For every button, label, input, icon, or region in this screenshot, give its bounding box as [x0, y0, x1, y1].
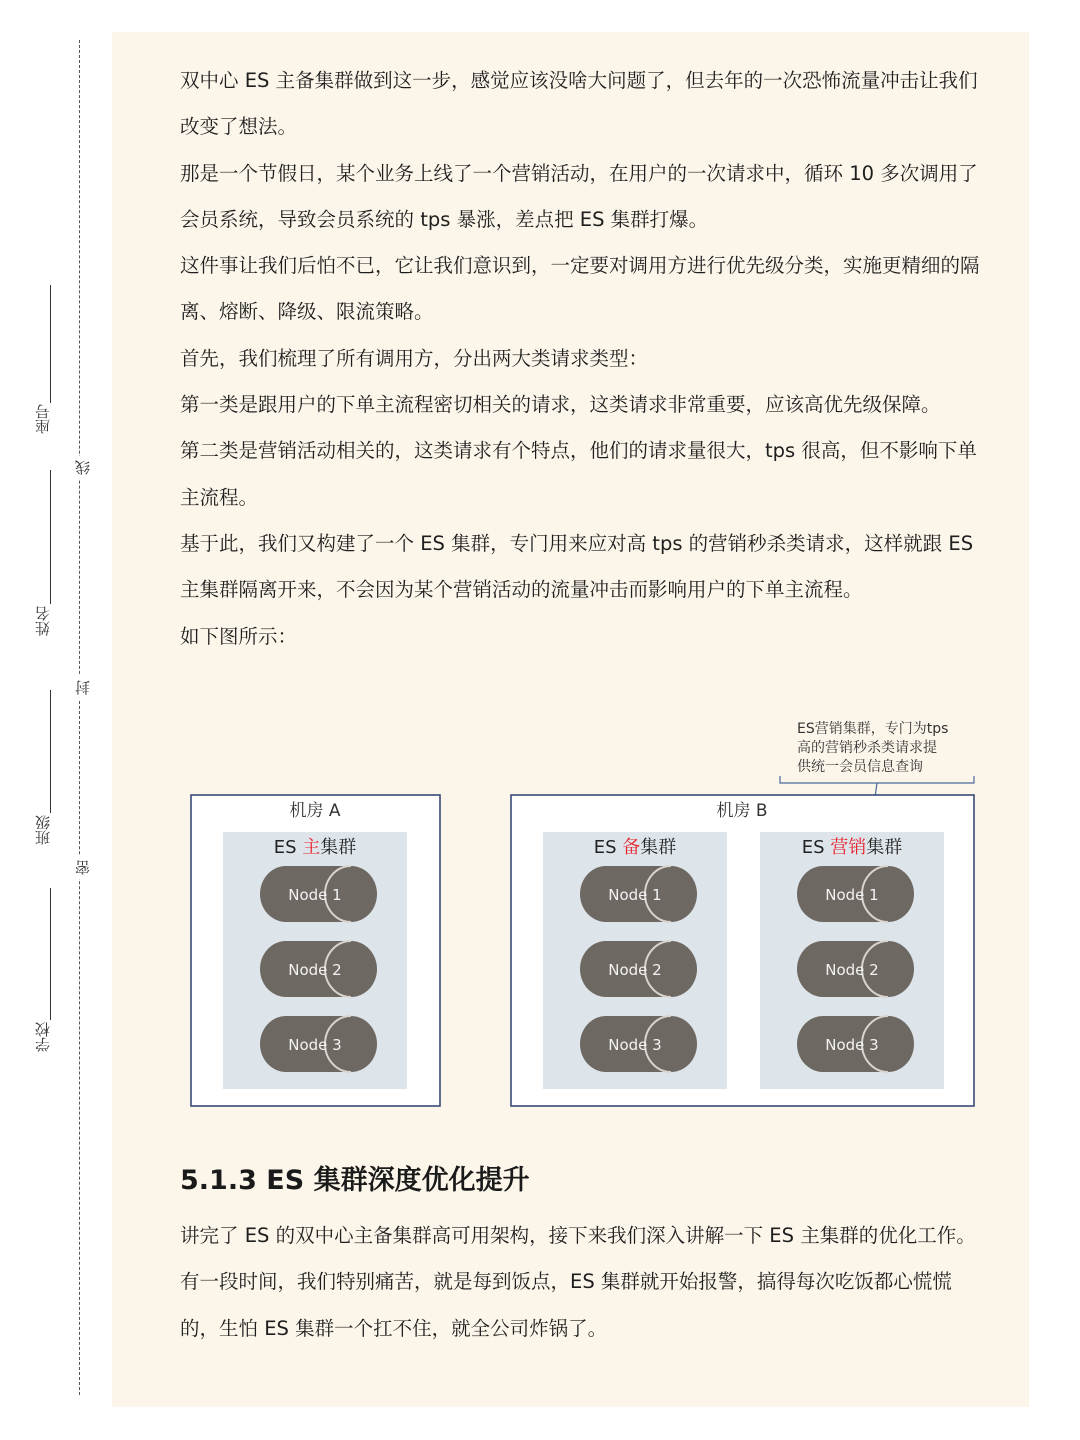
primary-node-1: [260, 866, 377, 922]
note-bracket: [780, 776, 974, 783]
section-paragraph-1: 讲完了 ES 的双中心主备集群高可用架构，接下来我们深入讲解一下 ES 主集群的优化工作。: [180, 1224, 976, 1247]
es-marketing-cluster-title: ES 营销集群: [801, 837, 903, 858]
node-label: Node 2: [288, 961, 342, 979]
es-standby-cluster-title: ES 备集群: [593, 837, 677, 858]
seal-char-seal: 封: [72, 676, 93, 699]
node-label: Node 1: [288, 886, 342, 904]
note-line-1: ES营销集群，专门为tps: [797, 721, 949, 737]
es-primary-cluster-title: ES 主集群: [273, 837, 357, 858]
paragraph-4: 首先，我们梳理了所有调用方，分出两大类请求类型：: [180, 346, 649, 370]
primary-node-2: [260, 941, 377, 997]
room-b-title: 机房 B: [716, 801, 768, 821]
node-label: Node 3: [608, 1036, 662, 1054]
paragraph-1: 双中心 ES 主备集群做到这一步，感觉应该没啥大问题了，但去年的一次恐怖流量冲击让我们改变了想法。: [180, 69, 978, 139]
section-paragraph-2: 有一段时间，我们特别痛苦，就是每到饭点，ES 集群就开始报警，搞得每次吃饭都心慌慌的，生怕 ES 集群一个扛不住，就全公司炸锅了。: [180, 1270, 952, 1340]
marketing-node-1: [797, 866, 914, 922]
standby-node-1: [580, 866, 697, 922]
paragraph-3: 这件事让我们后怕不已，它让我们意识到，一定要对调用方进行优先级分类，实施更精细的隔离、熔断、降级、限流策略。: [180, 254, 980, 324]
node-label: Node 3: [825, 1036, 879, 1054]
class-label: 班级: [34, 815, 52, 845]
node-label: Node 2: [825, 961, 879, 979]
marketing-node-2: [797, 941, 914, 997]
seat-number-label: 座号: [34, 404, 52, 434]
seal-char-secret: 密: [72, 856, 93, 879]
node-label: Node 2: [608, 961, 662, 979]
primary-node-3: [260, 1016, 377, 1072]
paragraph-5: 第一类是跟用户的下单主流程密切相关的请求，这类请求非常重要，应该高优先级保障。: [180, 393, 941, 417]
marketing-node-3: [797, 1016, 914, 1072]
section-body-text: [180, 1213, 990, 1352]
note-line-3: 供统一会员信息查询: [797, 759, 923, 775]
school-label: 学校: [34, 1022, 52, 1052]
note-line-2: 高的营销秒杀类请求提: [797, 740, 937, 756]
room-a-title: 机房 A: [289, 801, 341, 821]
node-label: Node 3: [288, 1036, 342, 1054]
standby-node-2: [580, 941, 697, 997]
section-heading: 5.1.3 ES 集群深度优化提升: [180, 1165, 530, 1196]
paragraph-2: 那是一个节假日，某个业务上线了一个营销活动，在用户的一次请求中，循环 10 多次调用了会员系统，导致会员系统的 tps 暴涨，差点把 ES 集群打爆。: [180, 161, 978, 231]
name-label: 姓名: [34, 606, 52, 636]
standby-node-3: [580, 1016, 697, 1072]
node-label: Node 1: [608, 886, 662, 904]
paragraph-8: 如下图所示：: [180, 624, 298, 648]
seal-char-line: 线: [72, 456, 93, 479]
paragraph-6: 第二类是营销活动相关的，这类请求有个特点，他们的请求量很大，tps 很高，但不影响下单主流程。: [180, 439, 977, 509]
paragraph-7: 基于此，我们又构建了一个 ES 集群，专门用来应对高 tps 的营销秒杀类请求，这样就跟 ES 主集群隔离开来，不会因为某个营销活动的流量冲击而影响用户的下单主流程。: [180, 531, 974, 602]
node-label: Node 1: [825, 886, 879, 904]
